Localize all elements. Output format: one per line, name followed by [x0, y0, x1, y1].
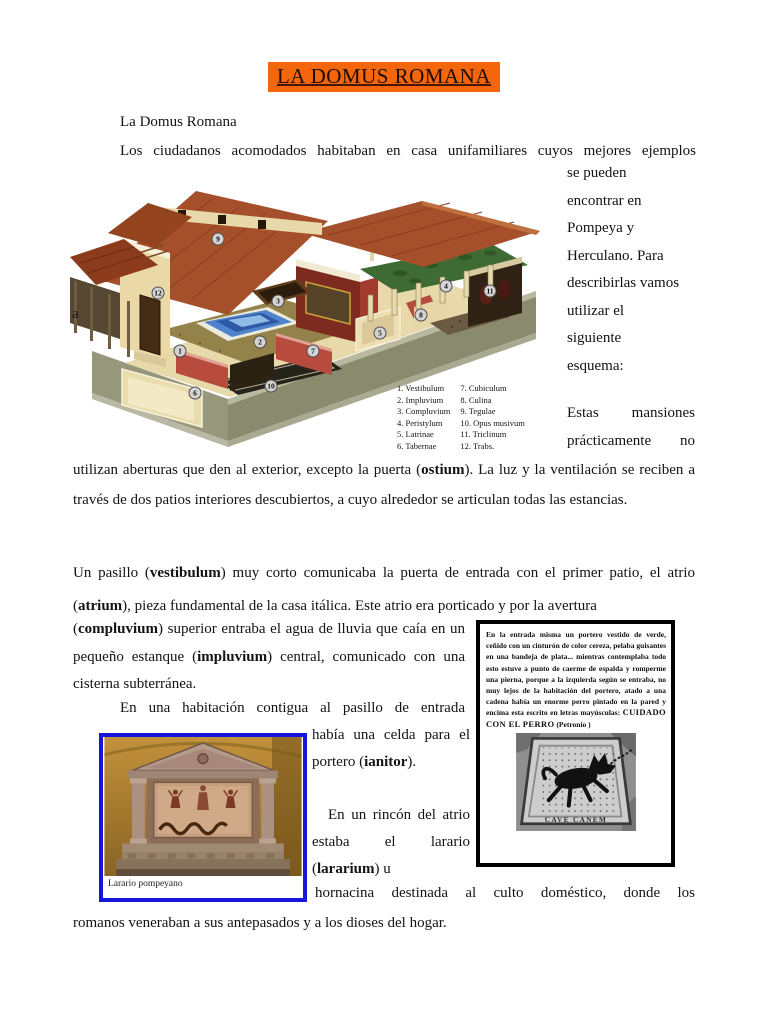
larario-photo: [103, 737, 303, 876]
legend-item: 6. Tabernae: [397, 440, 437, 451]
wrapped-right-column: [567, 160, 699, 380]
marker-11: 11: [484, 285, 497, 298]
marker-12: 12: [152, 287, 165, 300]
wrapped-mid-column: [312, 722, 470, 883]
legend-item: 5. Latrinae: [397, 429, 434, 439]
cave-canem-mosaic: [513, 733, 639, 831]
legend-item: 8. Culina: [460, 394, 492, 405]
wrap-line: esquema:: [567, 357, 624, 374]
wrap-line: utilizar el: [567, 302, 625, 319]
larario-caption: Larario pompeyano: [108, 879, 183, 889]
paragraph-vestibulum: Un pasillo (vestibulum) muy corto comunicaba la puerta de entrada con el primer patio, el atrio (atrium), pieza fundamental de la casa itálica. Este atrio era porticado y por la avertura: [73, 565, 695, 614]
petronio-quote-box: [476, 620, 675, 867]
marker-7: 7: [307, 345, 320, 358]
legend-item: 9. Tegulae: [460, 406, 496, 416]
wrap-line: Pompeya y: [567, 220, 635, 236]
wrap-line: describirlas vamos: [567, 275, 680, 291]
wrap-line: Estas mansiones: [567, 405, 695, 421]
domus-figure: [70, 183, 545, 455]
paragraph-habitacion: En una habitación contigua al pasillo de entrada: [120, 700, 465, 716]
legend-item: 10. Opus musivum: [460, 417, 525, 428]
marker-2: 2: [254, 336, 267, 349]
intro-line-1: La Domus Romana: [120, 114, 237, 130]
paragraph-compluvium: (compluvium) superior entraba el agua de lluvia que caía en un pequeño estanque (impluvium) central, comunicado con una cisterna subterránea.: [73, 621, 465, 692]
paragraph-lararium: En un rincón del atrio estaba el larario (lararium) u: [312, 807, 470, 877]
marker-9: 9: [212, 233, 225, 246]
legend-item: 1. Vestibulum: [397, 383, 445, 393]
wrapped-right-column-2: [567, 400, 695, 455]
legend-item: 7. Cubiculum: [460, 383, 507, 393]
legend-item: 4. Peristylum: [397, 417, 443, 428]
wrap-orphan-a: a: [72, 306, 79, 322]
wrap-line: siguiente: [567, 330, 622, 346]
legend-item: 12. Trabs.: [460, 440, 495, 451]
legend-item: 11. Triclinum: [460, 429, 507, 439]
page-title-highlight: LA DOMUS ROMANA: [268, 62, 500, 92]
paragraph-ianitor: había una celda para el portero (ianitor).: [312, 727, 470, 770]
intro-line-2: Los ciudadanos acomodados habitaban en casa unifamiliares cuyos mejores ejemplos: [120, 143, 696, 159]
petronio-quote-text: En la entrada misma un portero vestido de verde, ceñido con un cinturón de color cereza, pelaba guisantes en una bandeja de plata... mientras contemplaba todo esto estuve a punto de caerme de espalda y romperme una pierna, porque a la izquierda según se entraba, no muy lejos de la habitación del portero, atado a una cadena había un enorme perro pintado en la pared y encima esta escrito en letras mayúsculas: CUIDADO CON EL PERRO (Petronio ): [486, 630, 666, 729]
paragraph-romanos: romanos veneraban a sus antepasados y a los dioses del hogar.: [73, 915, 447, 931]
legend-item: 2. Impluvium: [397, 394, 444, 405]
page-title: [0, 62, 768, 92]
wrap-line: se pueden: [567, 165, 627, 181]
marker-6: 6: [189, 387, 202, 400]
figure-legend: [397, 383, 525, 452]
legend-column-1: [397, 383, 450, 452]
marker-3: 3: [272, 295, 285, 308]
larario-photo-frame: [99, 733, 307, 902]
marker-5: 5: [374, 327, 387, 340]
wrap-line: prácticamente no: [567, 432, 695, 449]
paragraph-ostium: utilizan aberturas que den al exterior, excepto la puerta (ostium). La luz y la ventilación se reciben a través de dos patios interiores descubiertos, a cuyo alrededor se articulan todas las estancias.: [73, 462, 695, 508]
legend-item: 3. Compluvium: [397, 406, 451, 416]
marker-10: 10: [265, 380, 278, 393]
marker-8: 8: [415, 309, 428, 322]
paragraph-hornacina: hornacina destinada al culto doméstico, donde los: [315, 885, 695, 901]
legend-column-2: [460, 383, 524, 452]
wrap-line: encontrar en: [567, 192, 642, 209]
cave-canem-label: CAVE CANEM: [544, 815, 607, 824]
wrap-line: Herculano. Para: [567, 247, 664, 264]
marker-4: 4: [440, 280, 453, 293]
marker-1: 1: [174, 345, 187, 358]
